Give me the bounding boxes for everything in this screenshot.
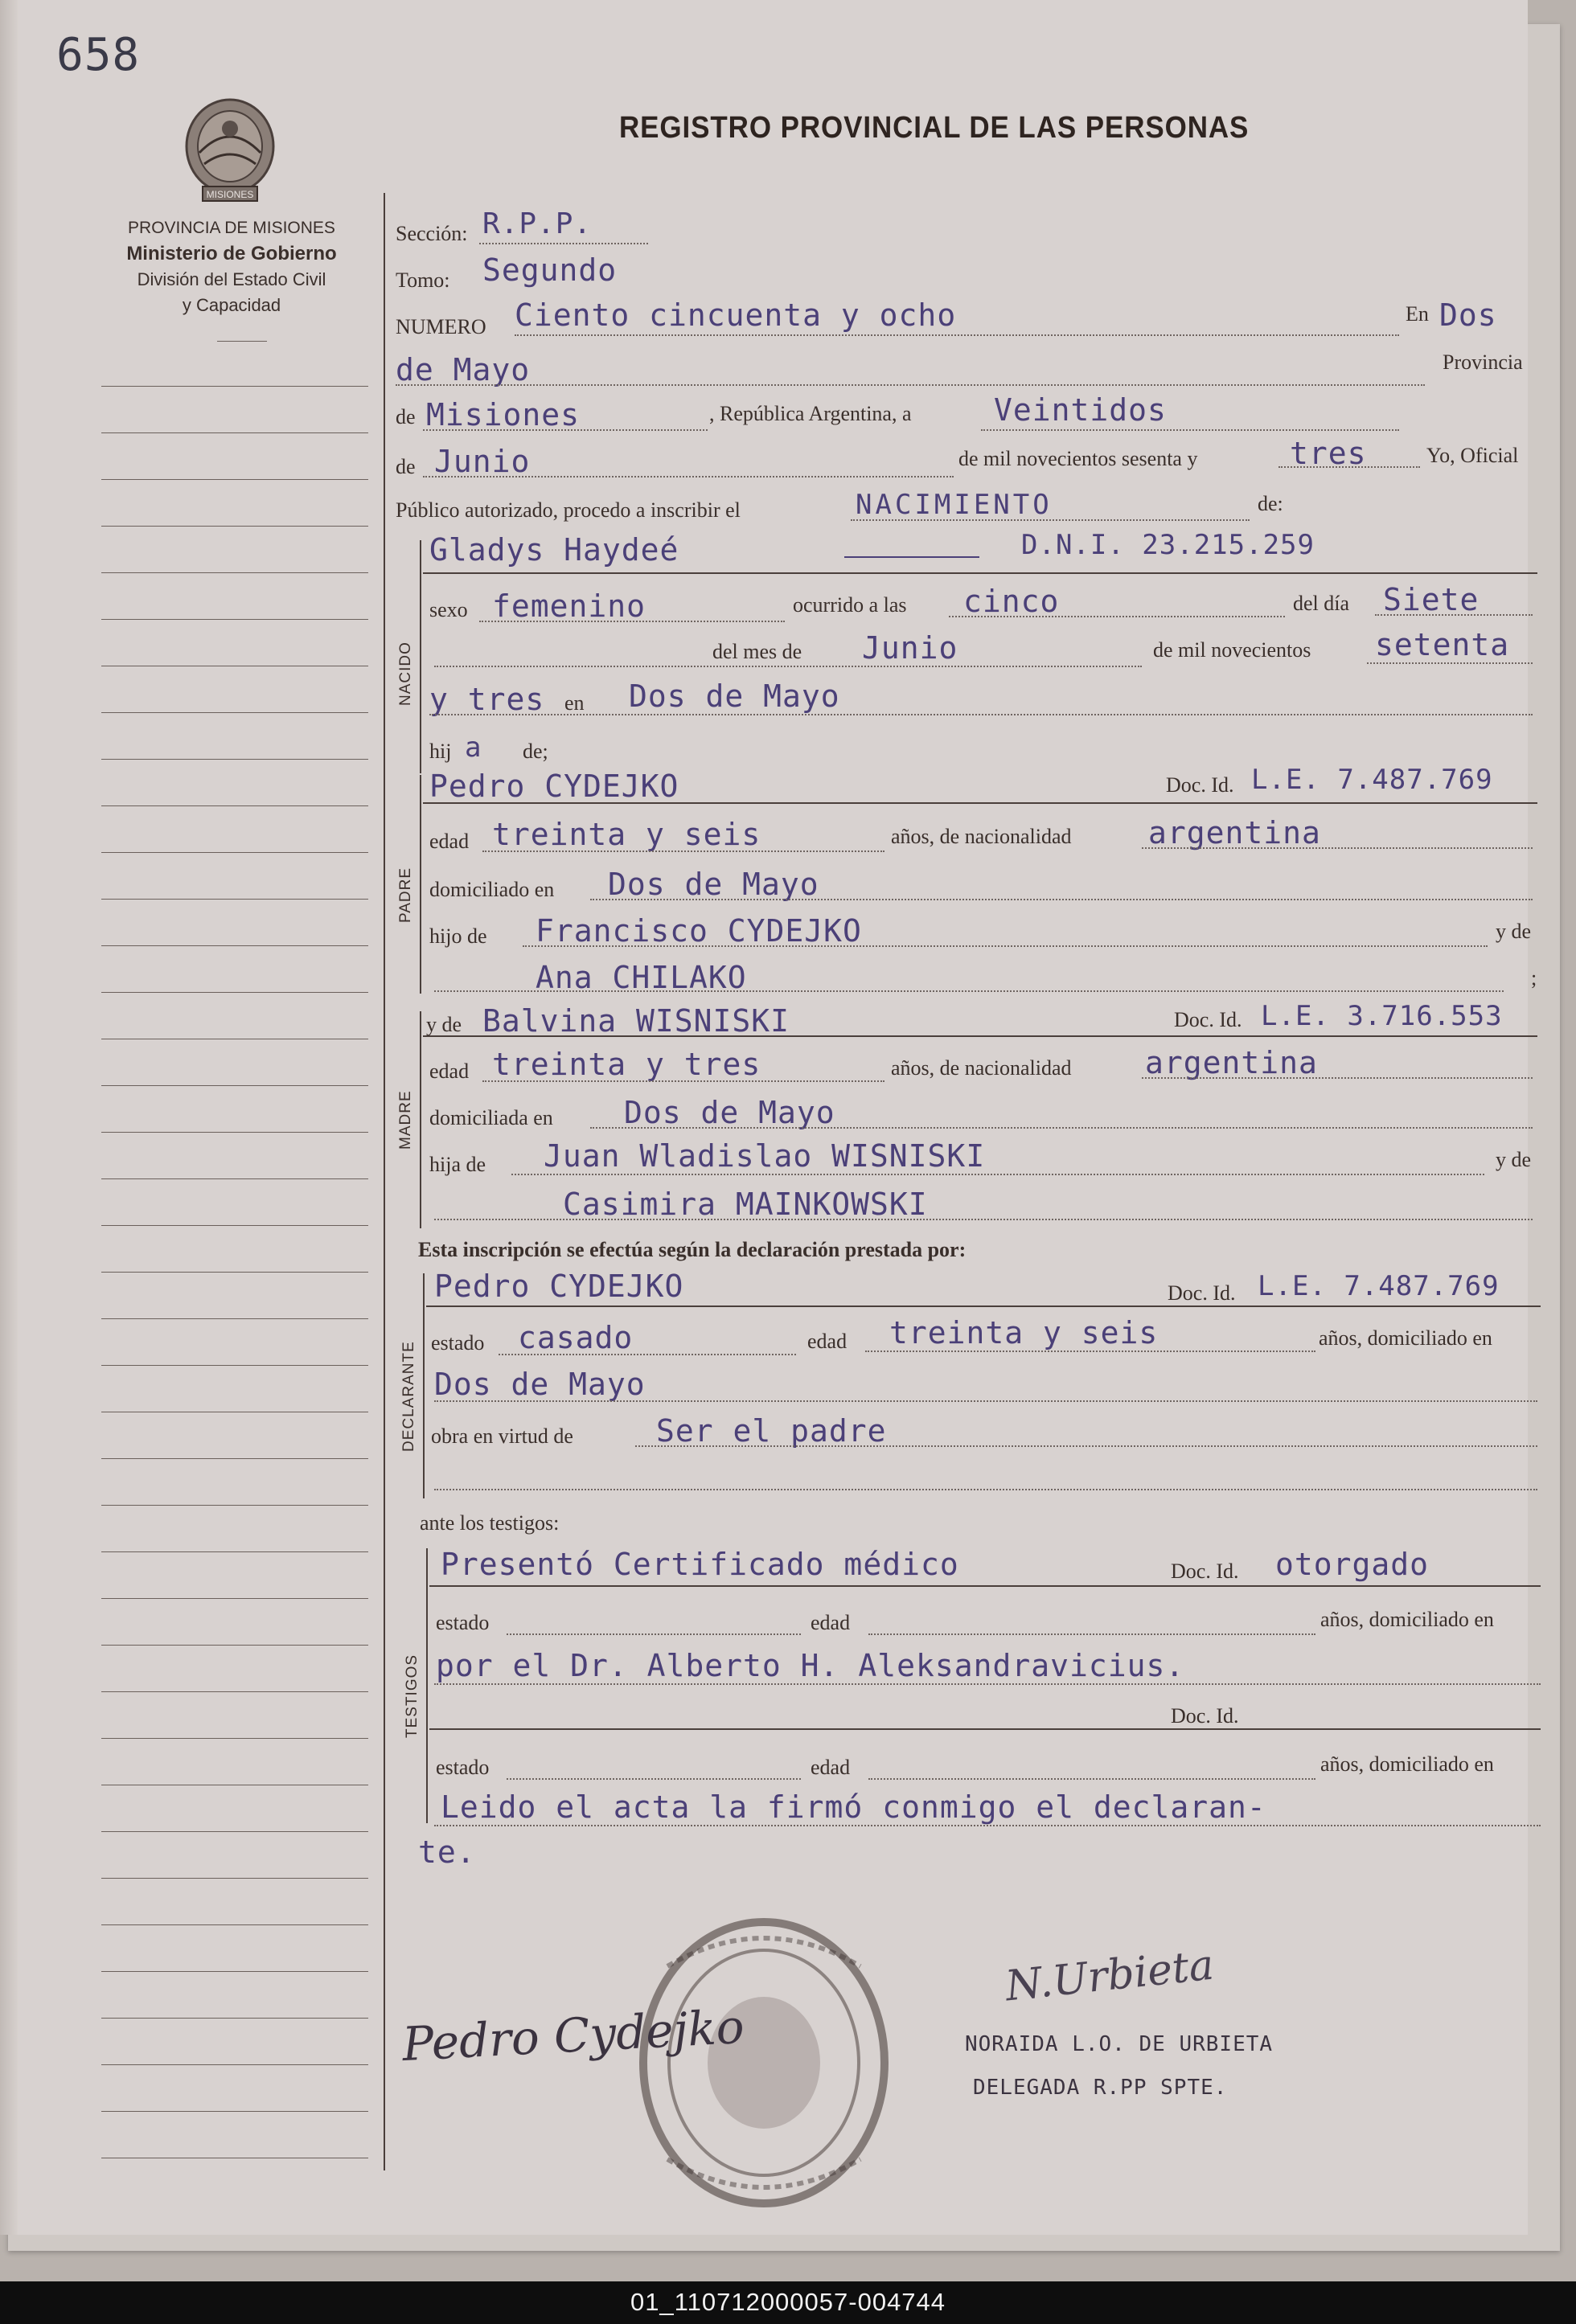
testigo2-line <box>429 1728 1541 1730</box>
padre-edad-label: edad <box>429 830 470 853</box>
division-name-cont: y Capacidad <box>182 295 281 315</box>
testigo2-estado-line <box>507 1778 801 1780</box>
margin-rule-line <box>101 712 368 713</box>
declarante-edad-line <box>865 1351 1315 1352</box>
declarante-section-label: DECLARANTE <box>400 1341 417 1452</box>
abuela-paterna-value: Ana CHILAKO <box>536 960 747 995</box>
testigos-section-label: TESTIGOS <box>404 1654 421 1738</box>
margin-rule-line <box>101 1365 368 1366</box>
mes-value: Junio <box>862 630 958 666</box>
divider <box>217 341 267 342</box>
madre-hija-label: hija de <box>429 1153 486 1176</box>
image-id-label: 01_110712000057-004744 <box>630 2288 946 2316</box>
testigo2-estado-label: estado <box>436 1756 490 1779</box>
madre-edad-line <box>482 1080 884 1082</box>
de-label-3: de: <box>1258 492 1283 515</box>
issuing-authority <box>87 215 376 318</box>
testigo1-doc-label: Doc. Id. <box>1171 1560 1239 1583</box>
semicolon: ; <box>1531 966 1537 990</box>
margin-rule-line <box>101 1318 368 1319</box>
margin-rule-line <box>101 1225 368 1226</box>
declarante-signature: Pedro Cydejko <box>400 1998 746 2072</box>
provincia-label: Provincia <box>1443 350 1523 374</box>
abuelo-materno-line <box>511 1174 1484 1175</box>
fecha-dia-value: Veintidos <box>994 392 1167 428</box>
official-round-stamp-icon <box>619 1894 909 2232</box>
margin-rule-line <box>101 945 368 946</box>
mes-line <box>434 666 1142 667</box>
declarante-obra-value: Ser el padre <box>656 1413 887 1449</box>
declarante-estado-value: casado <box>518 1320 634 1355</box>
declarante-estado-line <box>499 1354 796 1355</box>
padre-bracket <box>420 775 421 994</box>
anio-nacimiento-line <box>1367 662 1533 664</box>
anio-label: de mil novecientos sesenta y <box>958 447 1198 470</box>
madre-edad-label: edad <box>429 1060 470 1083</box>
lugar-nacimiento-value: Dos de Mayo <box>629 678 840 714</box>
margin-rule-line <box>101 2064 368 2065</box>
mil-label: de mil novecientos <box>1153 638 1311 662</box>
acto-value: NACIMIENTO <box>856 489 1053 521</box>
anio-line <box>1278 466 1420 468</box>
fecha-mes-value: Junio <box>434 444 531 479</box>
madre-section-label: MADRE <box>397 1090 414 1150</box>
declarante-doc-value: L.E. 7.487.769 <box>1258 1270 1500 1302</box>
declarante-domicilio-value: Dos de Mayo <box>434 1367 646 1402</box>
sexo-value: femenino <box>492 588 646 624</box>
fecha-dia-line <box>981 429 1399 431</box>
margin-rule-line <box>101 1691 368 1692</box>
en-value: Dos <box>1439 297 1497 333</box>
testigo1-domicilio-value: por el Dr. Alberto H. Aleksandravicius. <box>436 1648 1185 1683</box>
margin-rule-line <box>101 619 368 620</box>
padre-nacionalidad-label: años, de nacionalidad <box>891 825 1072 848</box>
lugar-value: de Mayo <box>396 352 531 387</box>
abuelo-paterno-line <box>523 945 1488 947</box>
anio-value: tres <box>1290 436 1367 471</box>
margin-rule-line <box>101 1458 368 1459</box>
lugar-line <box>396 384 1425 386</box>
lugar-nacimiento-line <box>429 714 1533 715</box>
abuelo-paterno-value: Francisco CYDEJKO <box>536 913 862 949</box>
testigo2-edad-label: edad <box>811 1756 851 1779</box>
page-number: 658 <box>56 29 141 81</box>
republica-label: , República Argentina, a <box>709 402 912 425</box>
nacido-bracket <box>420 540 421 773</box>
anio-nacimiento-cont: y tres <box>429 682 545 717</box>
anio-nacimiento-value: setenta <box>1375 627 1510 662</box>
madre-nombre-line <box>423 1035 1537 1037</box>
margin-rule-line <box>101 432 368 433</box>
testigo1-domicilio-label: años, domiciliado en <box>1320 1608 1494 1631</box>
padre-yde-label: y de <box>1496 920 1532 943</box>
margin-rule-line <box>101 1831 368 1832</box>
seccion-line <box>479 243 648 244</box>
abuelo-materno-value: Juan Wladislao WISNISKI <box>544 1138 986 1174</box>
testigo1-value: Presentó Certificado médico <box>441 1547 959 1582</box>
padre-nombre-line <box>423 802 1537 804</box>
margin-rule-line <box>101 1971 368 1972</box>
margin-rule-line <box>101 1085 368 1086</box>
declarante-extra-line <box>434 1489 1537 1490</box>
margin-rule-line <box>101 1505 368 1506</box>
padre-nombre-value: Pedro CYDEJKO <box>429 769 679 804</box>
nacido-nombre-line <box>423 572 1537 574</box>
margin-rule-line <box>101 526 368 527</box>
madre-nacionalidad-label: años, de nacionalidad <box>891 1056 1072 1080</box>
testigo2-doc-label: Doc. Id. <box>1171 1704 1239 1728</box>
publico-label: Público autorizado, procedo a inscribir el <box>396 498 741 522</box>
margin-rule-line <box>101 2018 368 2019</box>
abuela-materna-line <box>434 1219 1533 1220</box>
provincial-coat-of-arms-icon <box>182 96 278 205</box>
margin-rule-line <box>101 1272 368 1273</box>
sexo-label: sexo <box>429 598 468 621</box>
oficial-cargo: DELEGADA R.PP SPTE. <box>973 2076 1228 2100</box>
yo-oficial-label: Yo, Oficial <box>1426 444 1519 467</box>
seccion-label: Sección: <box>396 222 468 245</box>
margin-rule-line <box>101 805 368 806</box>
provincia-value: Misiones <box>426 397 581 432</box>
hij-suffix-value: a <box>465 732 482 764</box>
madre-nacionalidad-value: argentina <box>1145 1045 1318 1080</box>
padre-section-label: PADRE <box>397 867 414 923</box>
margin-rule-line <box>101 1924 368 1925</box>
madre-bracket <box>420 1011 421 1228</box>
margin-rule-line <box>101 572 368 573</box>
testigo1-line <box>429 1585 1541 1587</box>
en-label: En <box>1406 302 1429 326</box>
ministry-name: Ministerio de Gobierno <box>126 243 337 264</box>
nacido-dash <box>844 556 979 558</box>
testigo1-doc-value: otorgado <box>1275 1547 1430 1582</box>
nacido-nombre-value: Gladys Haydeé <box>429 532 679 568</box>
padre-doc-value: L.E. 7.487.769 <box>1251 764 1493 796</box>
padre-nacionalidad-value: argentina <box>1148 815 1321 850</box>
testigo2-edad-line <box>868 1778 1315 1780</box>
oficial-signature: N.Urbieta <box>1003 1941 1217 2011</box>
declarante-nombre-line <box>426 1305 1541 1307</box>
margin-rule-line <box>101 852 368 853</box>
madre-doc-label: Doc. Id. <box>1174 1008 1242 1031</box>
mes-label: del mes de <box>712 640 802 663</box>
nacido-dni-value: D.N.I. 23.215.259 <box>1021 529 1315 561</box>
padre-nacionalidad-line <box>1142 847 1533 849</box>
oficial-name: NORAIDA L.O. DE URBIETA <box>965 2032 1274 2056</box>
closing-text-line2: te. <box>418 1834 476 1870</box>
margin-rule-line <box>101 1178 368 1179</box>
declarante-doc-label: Doc. Id. <box>1168 1281 1236 1305</box>
margin-rule-line <box>101 1645 368 1646</box>
de-label: de <box>396 405 416 428</box>
numero-line <box>515 334 1399 336</box>
closing-text-line1: Leido el acta la firmó conmigo el declaran- <box>441 1789 1266 1825</box>
testigo1-estado-label: estado <box>436 1611 490 1634</box>
tomo-label: Tomo: <box>396 268 450 292</box>
provincia-line <box>423 429 708 431</box>
padre-domicilio-label: domiciliado en <box>429 878 555 901</box>
declarante-estado-label: estado <box>431 1331 485 1355</box>
hora-label: ocurrido a las <box>793 593 907 617</box>
madre-domicilio-line <box>590 1127 1533 1129</box>
testigo1-edad-line <box>868 1633 1315 1635</box>
abuela-materna-value: Casimira MAINKOWSKI <box>563 1187 928 1222</box>
padre-domicilio-line <box>590 899 1533 900</box>
declarante-edad-value: treinta y seis <box>889 1315 1159 1351</box>
margin-rule-line <box>101 1598 368 1599</box>
madre-domicilio-value: Dos de Mayo <box>624 1095 835 1130</box>
testigos-bracket <box>426 1548 428 1823</box>
numero-value: Ciento cincuenta y ocho <box>515 297 957 333</box>
declaracion-label: Esta inscripción se efectúa según la declaración prestada por: <box>418 1238 967 1261</box>
hij-label: hij <box>429 740 452 763</box>
margin-rule-line <box>101 759 368 760</box>
tomo-value: Segundo <box>482 252 618 288</box>
sexo-line <box>479 621 785 622</box>
lugar-nacimiento-label: en <box>564 691 585 715</box>
margin-border <box>384 193 385 2170</box>
margin-rule-line <box>101 1738 368 1739</box>
margin-rule-line <box>101 992 368 993</box>
declarante-bracket <box>423 1273 425 1498</box>
padre-hijo-label: hijo de <box>429 924 487 948</box>
margin-rule-line <box>101 1551 368 1552</box>
margin-rule-line <box>101 2111 368 2112</box>
madre-edad-value: treinta y tres <box>492 1047 761 1082</box>
madre-nombre-value: Balvina WISNISKI <box>482 1003 790 1039</box>
hora-line <box>949 616 1285 617</box>
closing-line1 <box>434 1825 1541 1826</box>
declarante-edad-label: edad <box>807 1330 848 1353</box>
margin-rule-line <box>101 899 368 900</box>
margin-rule-line <box>101 1132 368 1133</box>
margin-rule-line <box>101 1878 368 1879</box>
madre-nacionalidad-line <box>1142 1077 1533 1079</box>
fecha-mes-line <box>423 476 954 478</box>
svg-text:MISIONES: MISIONES <box>206 189 254 200</box>
de-label-2: de <box>396 455 416 478</box>
hora-value: cinco <box>963 584 1060 619</box>
padre-edad-value: treinta y seis <box>492 817 761 852</box>
acto-line <box>851 519 1250 521</box>
seccion-value: R.P.P. <box>482 207 593 240</box>
madre-yde2-label: y de <box>1496 1148 1532 1171</box>
numero-label: NUMERO <box>396 315 486 338</box>
dia-label: del día <box>1293 592 1350 615</box>
margin-rule-line <box>101 479 368 480</box>
dia-line <box>1375 614 1533 616</box>
testigo1-estado-line <box>507 1633 801 1635</box>
madre-yde-label: y de <box>426 1013 462 1036</box>
padre-domicilio-value: Dos de Mayo <box>608 867 819 902</box>
dia-value: Siete <box>1383 582 1480 617</box>
testigo1-domicilio-line <box>434 1683 1541 1685</box>
province-name: PROVINCIA DE MISIONES <box>128 219 335 237</box>
division-name: División del Estado Civil <box>137 269 326 289</box>
hij-de-label: de; <box>523 740 548 763</box>
testigo2-domicilio-label: años, domiciliado en <box>1320 1752 1494 1776</box>
padre-edad-line <box>482 850 884 852</box>
testigo1-edad-label: edad <box>811 1611 851 1634</box>
declarante-nombre-value: Pedro CYDEJKO <box>434 1269 684 1304</box>
padre-doc-label: Doc. Id. <box>1166 773 1234 797</box>
madre-doc-value: L.E. 3.716.553 <box>1261 1000 1503 1032</box>
declarante-obra-label: obra en virtud de <box>431 1424 573 1448</box>
declarante-domicilio-line <box>434 1400 1537 1402</box>
declarante-domicilio-label: años, domiciliado en <box>1319 1326 1492 1350</box>
madre-domicilio-label: domiciliada en <box>429 1106 553 1129</box>
testigos-label: ante los testigos: <box>420 1511 560 1535</box>
declarante-obra-line <box>635 1445 1537 1447</box>
nacido-section-label: NACIDO <box>397 641 414 706</box>
page-title: REGISTRO PROVINCIAL DE LAS PERSONAS <box>619 111 1250 145</box>
margin-rule-line <box>101 386 368 387</box>
abuela-paterna-line <box>434 990 1504 992</box>
